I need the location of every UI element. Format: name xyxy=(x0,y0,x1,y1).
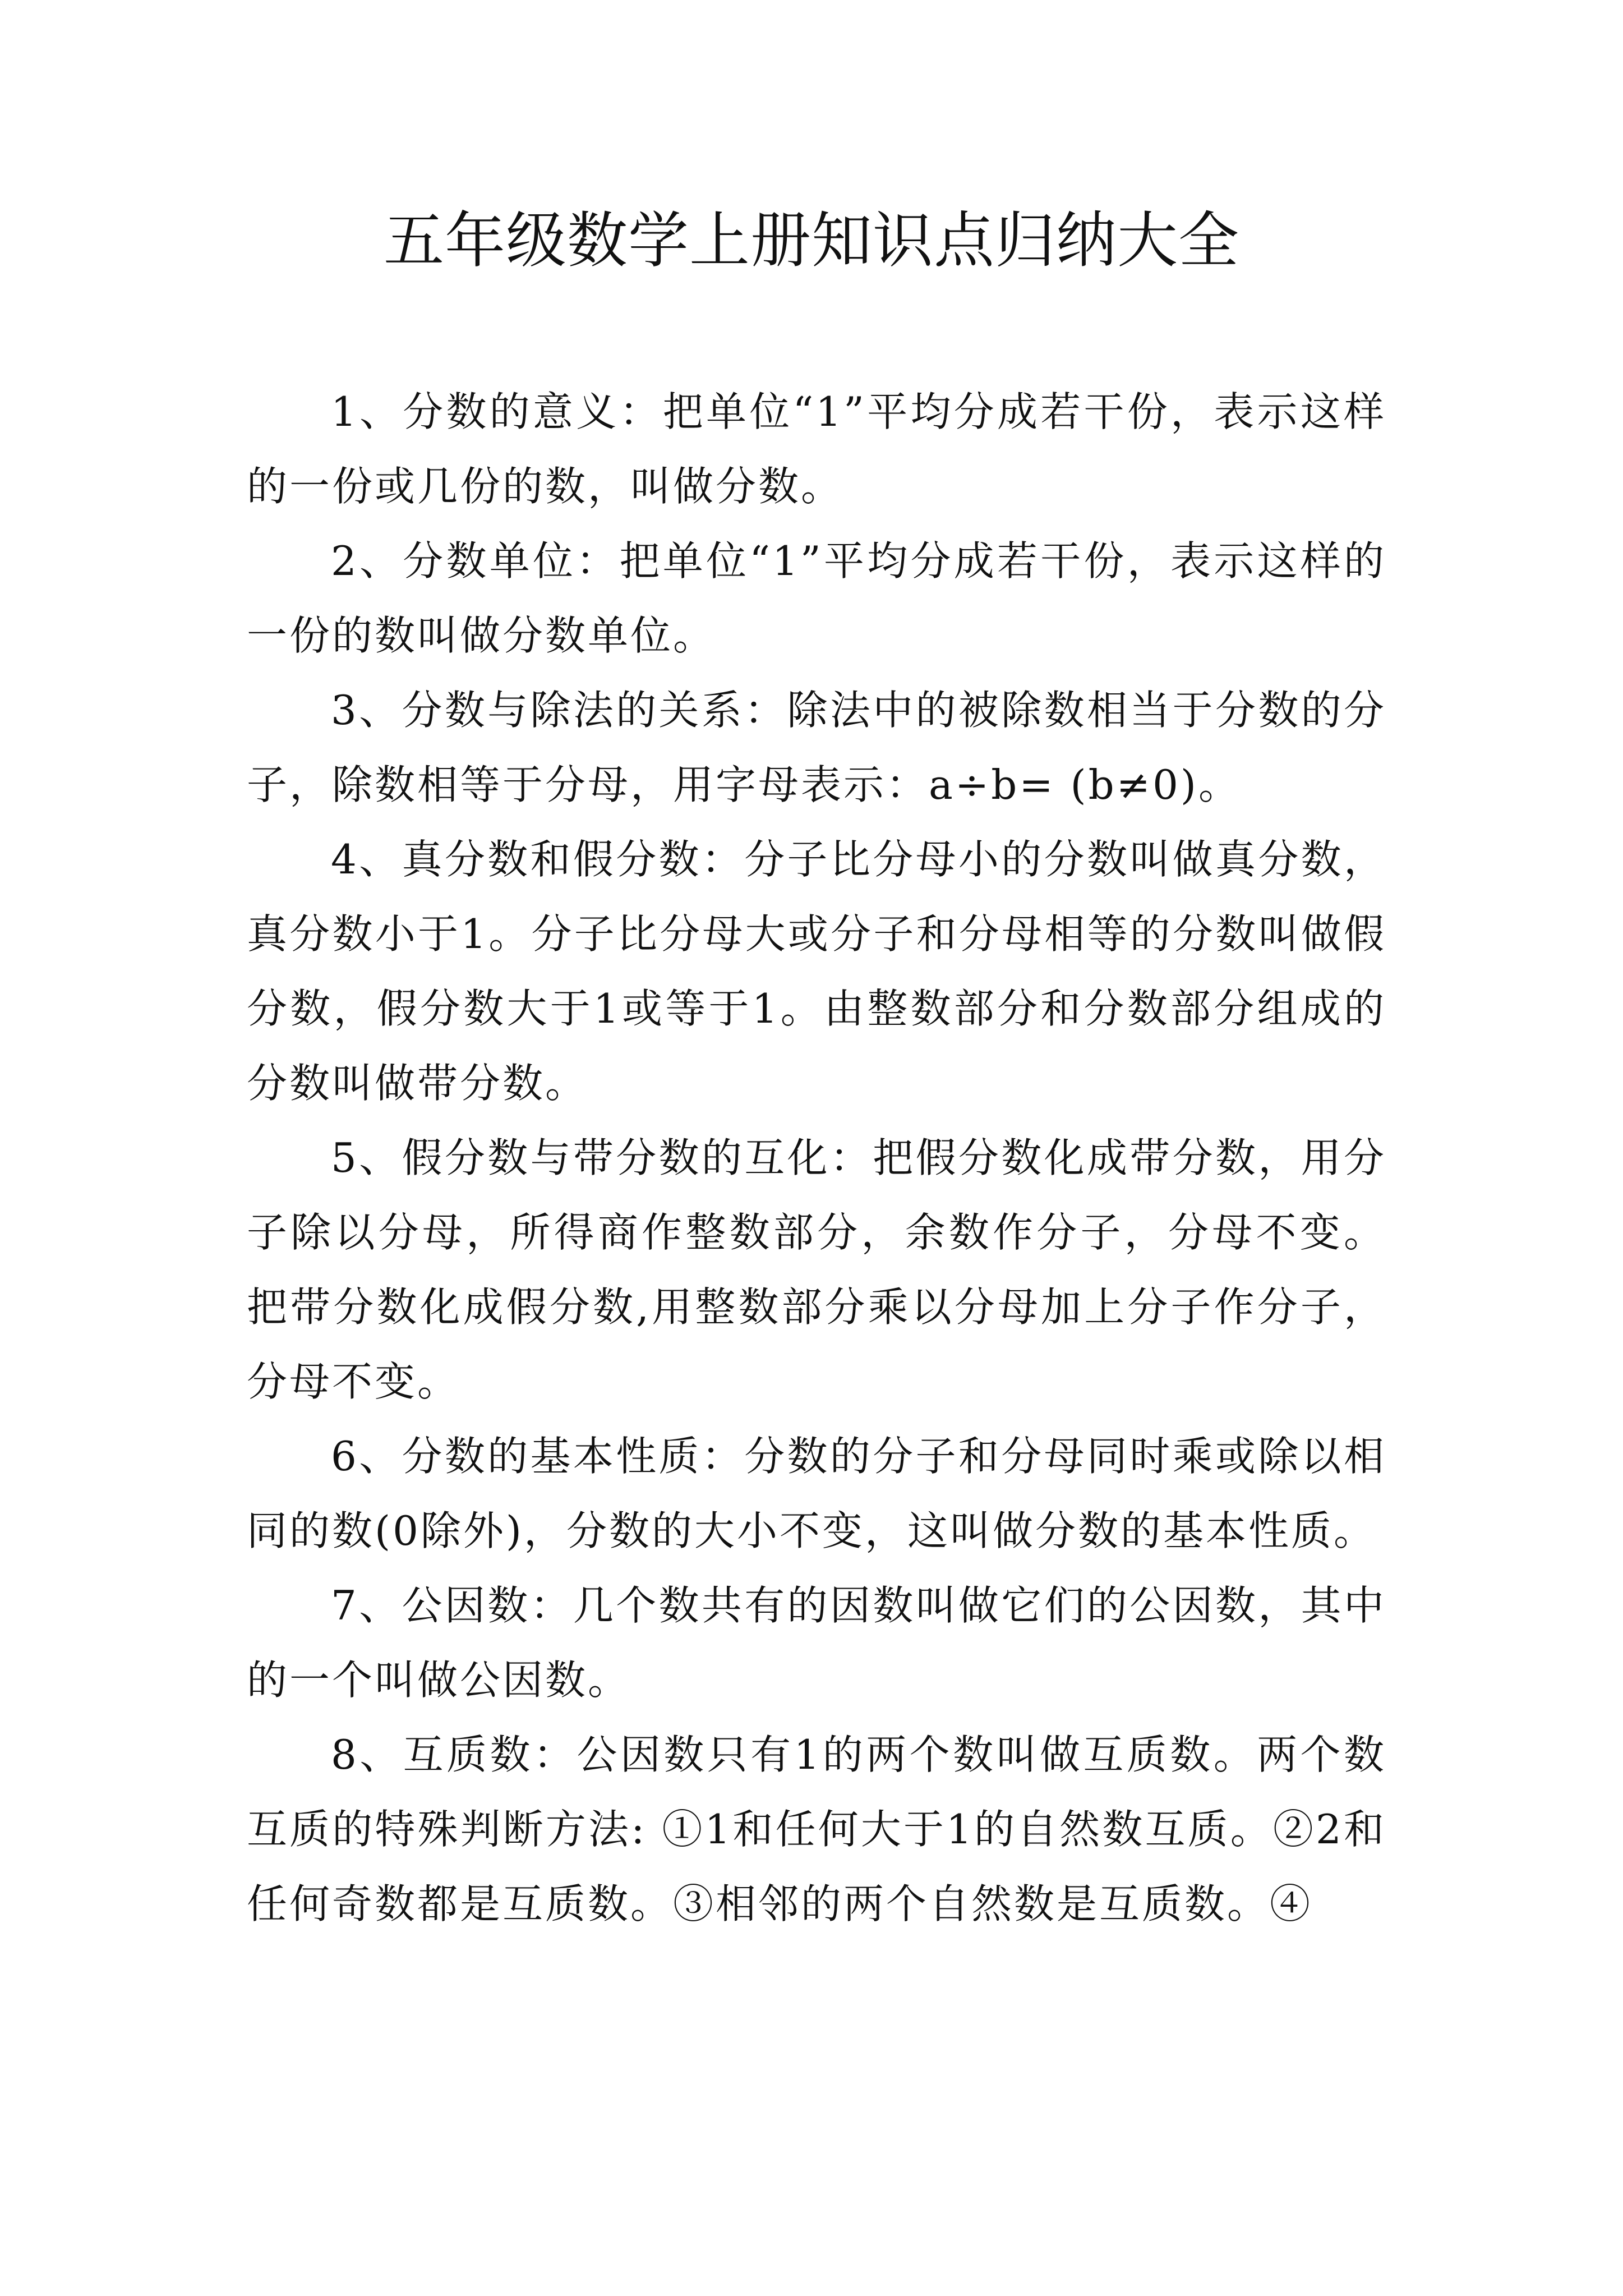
document-body xyxy=(247,375,1386,1941)
paragraph-5: 5、假分数与带分数的互化：把假分数化成带分数，用分子除以分母，所得商作整数部分，余数作分子，分母不变。把带分数化成假分数,用整数部分乘以分母加上分子作分子，分母不变。 xyxy=(247,1134,1386,1405)
paragraph-6: 6、分数的基本性质：分数的分子和分母同时乘或除以相同的数(0除外)，分数的大小不变，这叫做分数的基本性质。 xyxy=(247,1433,1386,1554)
paragraph-4: 4、真分数和假分数：分子比分母小的分数叫做真分数，真分数小于1。分子比分母大或分子和分母相等的分数叫做假分数，假分数大于1或等于1。由整数部分和分数部分组成的分数叫做带分数。 xyxy=(247,836,1386,1107)
paragraph-3: 3、分数与除法的关系：除法中的被除数相当于分数的分子，除数相等于分母，用字母表示：a÷b= (b≠0)。 xyxy=(247,687,1386,808)
paragraph-2: 2、分数单位：把单位“1”平均分成若干份，表示这样的一份的数叫做分数单位。 xyxy=(247,537,1386,659)
paragraph-8: 8、互质数：公因数只有1的两个数叫做互质数。两个数互质的特殊判断方法: ①1和任何大于1的自然数互质。②2和任何奇数都是互质数。③相邻的两个自然数是互质数。④ xyxy=(247,1731,1386,1927)
document-title: 五年级数学上册知识点归纳大全 xyxy=(383,206,1239,276)
paragraph-7: 7、公因数：几个数共有的因数叫做它们的公因数，其中的一个叫做公因数。 xyxy=(247,1582,1386,1704)
paragraph-1: 1、分数的意义：把单位“1”平均分成若干份，表示这样的一份或几份的数，叫做分数。 xyxy=(247,388,1386,510)
